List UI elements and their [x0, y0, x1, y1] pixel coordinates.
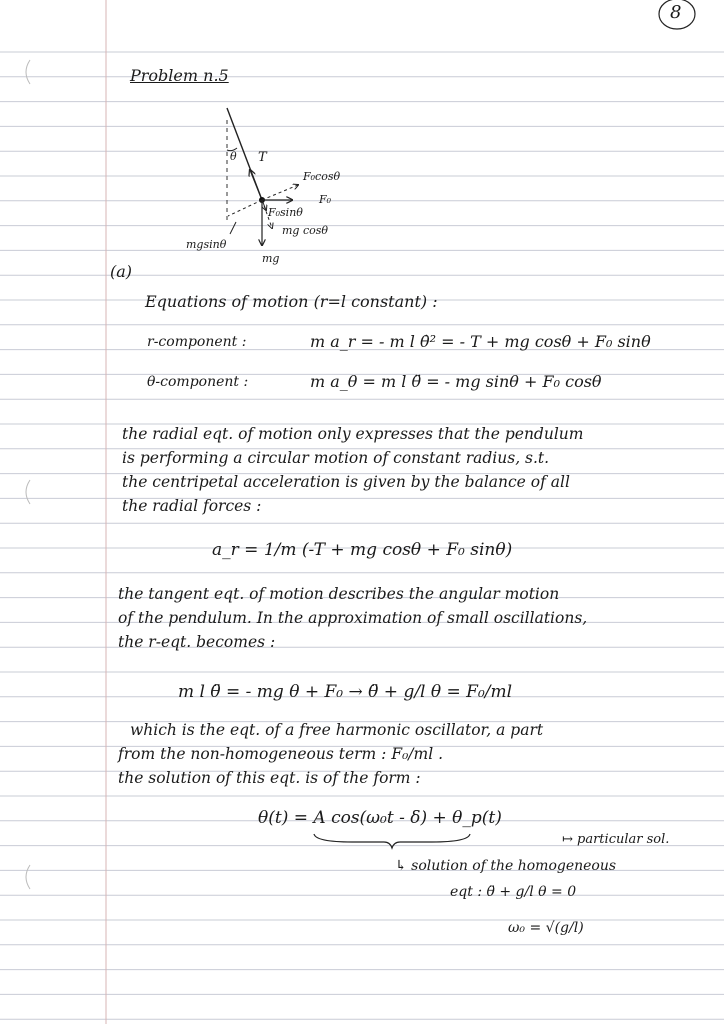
f0-cos-label: F₀cosθ [303, 170, 341, 183]
paragraph-2-line-1: the tangent eqt. of motion describes the angular motion [118, 585, 560, 603]
paragraph-2-line-2: of the pendulum. In the approximation of small oscillations, [118, 609, 588, 627]
underbrace [312, 832, 472, 850]
homogeneous-solution-note: ↳ solution of the homogeneous [395, 858, 617, 874]
mg-sin-label: mgsinθ [186, 238, 227, 251]
paragraph-1-line-2: is performing a circular motion of constant radius, s.t. [122, 449, 550, 467]
r-component-label: r-component : [147, 334, 247, 350]
f0-sin-label: F₀sinθ [268, 206, 303, 219]
paragraph-1-line-1: the radial eqt. of motion only expresses that the pendulum [122, 425, 584, 443]
particular-solution-note: ↦ particular sol. [562, 832, 670, 847]
paragraph-2-line-3: the r-eqt. becomes : [118, 633, 276, 651]
natural-frequency-equation: ω₀ = √(g/l) [508, 920, 584, 936]
paragraph-1-line-4: the radial forces : [122, 497, 262, 515]
r-component-equation: m a_r = - m l θ̇² = - T + mg cosθ + F₀ sinθ [310, 332, 651, 351]
equations-heading: Equations of motion (r=l constant) : [145, 292, 438, 311]
f0-label: F₀ [319, 193, 332, 206]
theta-component-equation: m a_θ = m l θ̈ = - mg sinθ + F₀ cosθ [310, 372, 602, 391]
theta-label: θ [230, 150, 237, 163]
theta-component-label: θ-component : [147, 374, 249, 390]
mg-cos-label: mg cosθ [282, 224, 329, 237]
mg-label: mg [262, 252, 280, 265]
small-oscillation-equation: m l θ̈ = - mg θ + F₀ → θ̈ + g/l θ = F₀/ml [178, 682, 513, 702]
page-number: 8 [670, 2, 682, 23]
homogeneous-equation: eqt : θ̈ + g/l θ = 0 [450, 884, 577, 900]
paragraph-3-line-1: which is the eqt. of a free harmonic oscillator, a part [130, 721, 544, 739]
paragraph-3-line-2: from the non-homogeneous term : F₀/ml . [118, 745, 444, 763]
paragraph-1-line-3: the centripetal acceleration is given by the balance of all [122, 473, 570, 491]
general-solution-equation: θ(t) = A cos(ω₀t - δ) + θ_p(t) [258, 808, 502, 828]
radial-acceleration-equation: a_r = 1/m (-T + mg cosθ + F₀ sinθ) [212, 540, 513, 560]
problem-title: Problem n.5 [130, 66, 229, 85]
paragraph-3-line-3: the solution of this eqt. is of the form : [118, 769, 421, 787]
part-a-label: (a) [110, 262, 133, 281]
tension-label: T [258, 150, 267, 165]
